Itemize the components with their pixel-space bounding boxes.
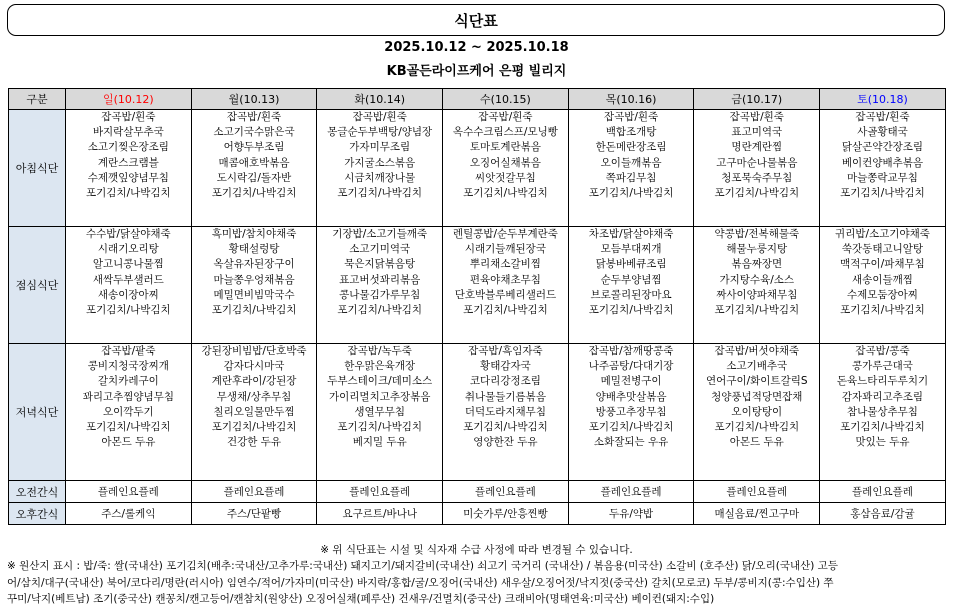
menu-item: 포기김치/나박김치: [840, 187, 925, 200]
menu-cell: [694, 227, 820, 344]
menu-cell: [66, 110, 192, 227]
menu-item: 포기김치/나박김치: [211, 187, 297, 200]
menu-item: 포기김치/나박김치: [86, 421, 171, 434]
menu-item: 뿌리채소갈비찜: [469, 258, 541, 271]
menu-item: 고구마순나물볶음: [716, 156, 798, 169]
menu-item: 브로콜리된장마요: [590, 288, 672, 301]
menu-cell: [66, 227, 192, 344]
menu-item: 차조밥/닭살야채죽: [588, 228, 674, 240]
menu-cell: [568, 344, 694, 481]
meal-row: [9, 344, 946, 481]
menu-item: 맛있는 두유: [855, 436, 910, 449]
menu-item: 시래기오리탕: [97, 243, 159, 256]
snack-cell: 플레인요플레: [191, 481, 317, 503]
menu-item: 단호박블루베리샐러드: [454, 288, 557, 301]
menu-cell: [443, 227, 569, 344]
snack-cell: 매실음료/찐고구마: [694, 503, 820, 525]
menu-item: 잡곡밥/팥죽: [101, 345, 156, 357]
menu-item: 감자다시마국: [223, 360, 285, 373]
menu-item: 묵은지닭볶음탕: [344, 258, 416, 271]
menu-item: 아몬드 두유: [101, 436, 156, 449]
menu-item: 잡곡밥/콩죽: [855, 345, 910, 357]
menu-item: 포기김치/나박김치: [714, 421, 800, 434]
menu-item: 한우맑은육개장: [344, 360, 416, 373]
menu-item: 수제깻잎양념무침: [87, 171, 169, 184]
menu-item: 어향두부조림: [223, 141, 285, 154]
menu-item: 백합조개탕: [605, 126, 657, 139]
menu-item: 잡곡밥/흰죽: [729, 111, 784, 123]
menu-item: 도시락김/돌자반: [216, 171, 292, 184]
menu-cell: [694, 110, 820, 227]
menu-item: 생열무무침: [354, 405, 406, 418]
menu-item: 꽈리고추찜양념무침: [82, 390, 174, 403]
menu-item: 잡곡밥/참깨땅콩죽: [588, 345, 674, 357]
menu-cell: [443, 110, 569, 227]
meal-row: [9, 110, 946, 227]
menu-item: 잡곡밥/흰죽: [352, 111, 407, 123]
menu-item: 계란후라이/강된장: [211, 375, 297, 388]
menu-item: 영양한잔 두유: [473, 436, 538, 449]
menu-item: 표고미역국: [731, 126, 783, 139]
menu-item: 옥살유자된장구이: [213, 258, 295, 271]
menu-item: 몽글순두부백탕/양념장: [327, 126, 433, 139]
menu-item: 포기김치/나박김치: [86, 304, 171, 317]
menu-cell: [191, 227, 317, 344]
menu-item: 포기김치/나박김치: [840, 304, 925, 317]
menu-item: 소고기국수맑은국: [213, 126, 295, 139]
weekly-menu-table: [8, 88, 946, 525]
menu-item: 가지굴소스볶음: [344, 156, 416, 169]
snack-label: 오후간식: [9, 503, 66, 525]
menu-item: 매콤애호박볶음: [218, 156, 290, 169]
snack-cell: 플레인요플레: [820, 481, 946, 503]
menu-item: 잡곡밥/흰죽: [603, 111, 659, 123]
day-header-fri: 금(10.17): [694, 89, 820, 110]
menu-item: 포기김치/나박김치: [588, 187, 674, 200]
snack-row: [9, 481, 946, 503]
menu-item: 소고기미역국: [349, 243, 411, 256]
menu-item: 포기김치/나박김치: [211, 421, 297, 434]
menu-item: 잡곡밥/흰죽: [855, 111, 910, 123]
menu-item: 건강한 두유: [227, 436, 282, 449]
origin-line: 어/삼치/대구(국내산) 북어/코다리/명란(러시아) 임연수/적어/가자미(미국산) 바지락/홍합/굴/오징어(국내산) 새우살/오징어젓/낙지젓(중국산) 갈치(모로코) 두부/콩비지(콩:수입산) 쭈: [7, 576, 834, 589]
menu-item: 포기김치/나박김치: [588, 421, 674, 434]
menu-cell: [694, 344, 820, 481]
menu-item: 돈육느타리두루치기: [836, 375, 929, 388]
menu-item: 표고버섯꽈리볶음: [339, 273, 421, 286]
snack-cell: 주스/롤케익: [66, 503, 192, 525]
menu-item: 오이깍두기: [102, 405, 154, 418]
menu-item: 수수밥/닭살야채죽: [86, 228, 171, 240]
snack-cell: 플레인요플레: [317, 481, 443, 503]
menu-item: 오이탕탕이: [731, 405, 783, 418]
snack-cell: 플레인요플레: [694, 481, 820, 503]
menu-title: 식단표: [7, 4, 945, 36]
meal-label: 저녁식단: [9, 344, 66, 481]
menu-item: 더덕도라지채무침: [464, 405, 546, 418]
day-header-wed: 수(10.15): [443, 89, 569, 110]
menu-item: 양배추맛살볶음: [595, 390, 667, 403]
origin-line: 꾸미/낙지(베트남) 조기(중국산) 캔꽁치/캔고등어/캔참치(원양산) 오징어실채(페루산) 건새우/건멸치(중국산) 크래비아(명태연육:미국산) 베이컨(돼지:수입): [7, 593, 715, 605]
menu-item: 포기김치/나박김치: [337, 304, 423, 317]
menu-cell: [191, 110, 317, 227]
menu-item: 가지탕수육/소스: [719, 273, 795, 286]
menu-item: 시래기들깨된장국: [464, 243, 546, 256]
menu-item: 취나물들기름볶음: [464, 390, 546, 403]
menu-item: 잡곡밥/버섯야채죽: [714, 345, 800, 357]
menu-item: 새송이들깨찜: [852, 273, 913, 286]
menu-cell: [820, 227, 946, 344]
menu-item: 쪽파김무침: [605, 171, 657, 184]
menu-item: 옥수수크림스프/모닝빵: [452, 126, 558, 139]
menu-item: 포기김치/나박김치: [86, 187, 171, 200]
meal-label: 점심식단: [9, 227, 66, 344]
menu-cell: [191, 344, 317, 481]
menu-item: 마늘쫑우엉채볶음: [213, 273, 295, 286]
menu-item: 순두부양념찜: [600, 273, 662, 286]
meal-label: 아침식단: [9, 110, 66, 227]
menu-item: 명란계란찜: [731, 141, 783, 154]
menu-item: 맥적구이/파채무침: [840, 258, 925, 271]
menu-item: 닭살곤약간장조림: [841, 141, 924, 154]
menu-cell: [568, 227, 694, 344]
snack-label: 오전간식: [9, 481, 66, 503]
menu-item: 소고기찢은장조림: [87, 141, 169, 154]
origin-line: ※ 원산지 표시 : 밥/죽: 쌀(국내산) 포기김치(배추:국내산/고추가루:국내산) 돼지고기/돼지갈비(국내산) 쇠고기 국거리 (국내산) / 볶음용(미국산) 소갈비 (호주산) 닭/오리(국내산) 고등: [7, 560, 838, 572]
header-label: 구분: [9, 89, 66, 110]
menu-item: 오이들깨볶음: [600, 156, 662, 169]
menu-item: 볶음짜장면: [731, 258, 783, 271]
menu-item: 포기김치/나박김치: [463, 304, 548, 317]
menu-item: 가이리멸치고추장볶음: [329, 390, 431, 403]
menu-item: 콩비지청국장찌개: [87, 360, 169, 373]
menu-item: 한돈메란장조림: [595, 141, 667, 154]
menu-item: 사골황태국: [857, 126, 908, 139]
snack-cell: 플레인요플레: [443, 481, 569, 503]
day-header-tue: 화(10.14): [317, 89, 443, 110]
meal-row: [9, 227, 946, 344]
menu-item: 나주곰탕/다대기장: [588, 360, 674, 373]
menu-item: 새송이장아찌: [97, 288, 159, 301]
menu-cell: [317, 110, 443, 227]
menu-period: 2025.10.12 ~ 2025.10.18: [384, 40, 569, 55]
menu-cell: [443, 344, 569, 481]
menu-item: 새싹두부샐러드: [92, 273, 164, 286]
menu-item: 잡곡밥/녹두죽: [347, 345, 412, 357]
menu-item: 콩가루근대국: [852, 360, 913, 373]
menu-item: 포기김치/나박김치: [588, 304, 674, 317]
snack-cell: 두유/약밥: [568, 503, 694, 525]
menu-item: 포기김치/나박김치: [463, 187, 548, 200]
menu-item: 메밀면비빔막국수: [213, 288, 295, 301]
menu-item: 베이컨양배추볶음: [841, 156, 924, 169]
menu-item: 포기김치/나박김치: [211, 304, 297, 317]
menu-item: 포기김치/나박김치: [463, 421, 548, 434]
menu-item: 갈치카레구이: [97, 375, 159, 388]
menu-cell: [820, 110, 946, 227]
menu-item: 잡곡밥/흑임자죽: [468, 345, 543, 357]
menu-item: 포기김치/나박김치: [714, 304, 800, 317]
menu-item: 무생채/상추무침: [216, 390, 292, 403]
menu-item: 쑥갓동태고니알탕: [841, 243, 924, 256]
menu-item: 연어구이/화이트갈릭S: [706, 375, 808, 388]
menu-item: 청포묵숙주무침: [721, 171, 793, 184]
menu-item: 메밀전병구이: [600, 375, 662, 388]
menu-item: 감자꽈리고추조림: [841, 390, 924, 403]
menu-item: 잡곡밥/흰죽: [101, 111, 156, 123]
menu-item: 소화잘되는 우유: [593, 436, 669, 449]
menu-item: 오징어실채볶음: [469, 156, 541, 169]
menu-item: 소고기배추국: [726, 360, 788, 373]
menu-item: 황태설렁탕: [228, 243, 280, 256]
origin-info: [7, 558, 947, 608]
day-header-sat: 토(10.18): [820, 89, 946, 110]
menu-item: 포기김치/나박김치: [714, 187, 800, 200]
menu-item: 수제모둠장아찌: [846, 288, 918, 301]
change-notice: ※ 위 식단표는 시설 및 식자재 수급 사정에 따라 변경될 수 있습니다.: [320, 544, 633, 556]
menu-cell: [568, 110, 694, 227]
menu-item: 마늘쫑락교무침: [846, 171, 918, 184]
menu-item: 편육야채초무침: [469, 273, 541, 286]
menu-item: 강된장비빔밥/단호박죽: [201, 345, 307, 357]
menu-item: 알고니콩나물찜: [92, 258, 164, 271]
menu-item: 포기김치/나박김치: [840, 421, 925, 434]
header-row: [9, 89, 946, 110]
menu-item: 코다리강정조림: [469, 375, 541, 388]
day-header-mon: 월(10.13): [191, 89, 317, 110]
menu-item: 시금치깨장나물: [344, 171, 416, 184]
snack-cell: 홍삼음료/감귤: [820, 503, 946, 525]
menu-item: 해물누룽지탕: [726, 243, 788, 256]
snack-cell: 플레인요플레: [568, 481, 694, 503]
menu-item: 아몬드 두유: [729, 436, 784, 449]
menu-item: 기장밥/소고기들깨죽: [332, 228, 428, 240]
day-header-thu: 목(10.16): [568, 89, 694, 110]
menu-item: 베지밀 두유: [352, 436, 407, 449]
menu-item: 씨앗젓갈무침: [474, 171, 536, 184]
menu-item: 흑미밥/참치야채죽: [211, 228, 297, 240]
snack-cell: 미숫가루/안흥찐빵: [443, 503, 569, 525]
menu-cell: [317, 227, 443, 344]
menu-item: 바지락살무추국: [92, 126, 164, 139]
menu-cell: [820, 344, 946, 481]
menu-item: 렌틸콩밥/순두부계란죽: [452, 228, 558, 240]
menu-item: 계란스크램블: [97, 156, 159, 169]
menu-item: 귀리밥/소고기야채죽: [835, 228, 930, 240]
menu-item: 모듬부대찌개: [600, 243, 662, 256]
day-header-sun: 일(10.12): [66, 89, 192, 110]
menu-item: 토마토계란볶음: [469, 141, 541, 154]
snack-cell: 요구르트/바나나: [317, 503, 443, 525]
facility-name: KB골든라이프케어 은평 빌리지: [386, 64, 567, 79]
menu-cell: [317, 344, 443, 481]
menu-item: 약콩밥/전복해물죽: [714, 228, 800, 240]
menu-item: 잡곡밥/흰죽: [478, 111, 533, 123]
menu-item: 콩나물김가루무침: [339, 288, 421, 301]
menu-item: 가자미무조림: [349, 141, 411, 154]
menu-item: 두부스테이크/데미소스: [327, 375, 433, 388]
menu-item: 황태감자국: [480, 360, 531, 373]
snack-cell: 플레인요플레: [66, 481, 192, 503]
menu-item: 짜사이양파채무침: [716, 288, 798, 301]
snack-row: [9, 503, 946, 525]
snack-cell: 주스/단팥빵: [191, 503, 317, 525]
menu-item: 방풍고추장무침: [595, 405, 667, 418]
menu-item: 청양풍넙적당면잡채: [711, 390, 803, 403]
menu-item: 잡곡밥/흰죽: [226, 111, 282, 123]
menu-item: 참나물상추무침: [846, 405, 918, 418]
menu-item: 닭봉바베큐조림: [595, 258, 667, 271]
menu-item: 포기김치/나박김치: [337, 187, 423, 200]
menu-item: 포기김치/나박김치: [337, 421, 423, 434]
menu-item: 칠리오일물만두찜: [213, 405, 295, 418]
menu-cell: [66, 344, 192, 481]
